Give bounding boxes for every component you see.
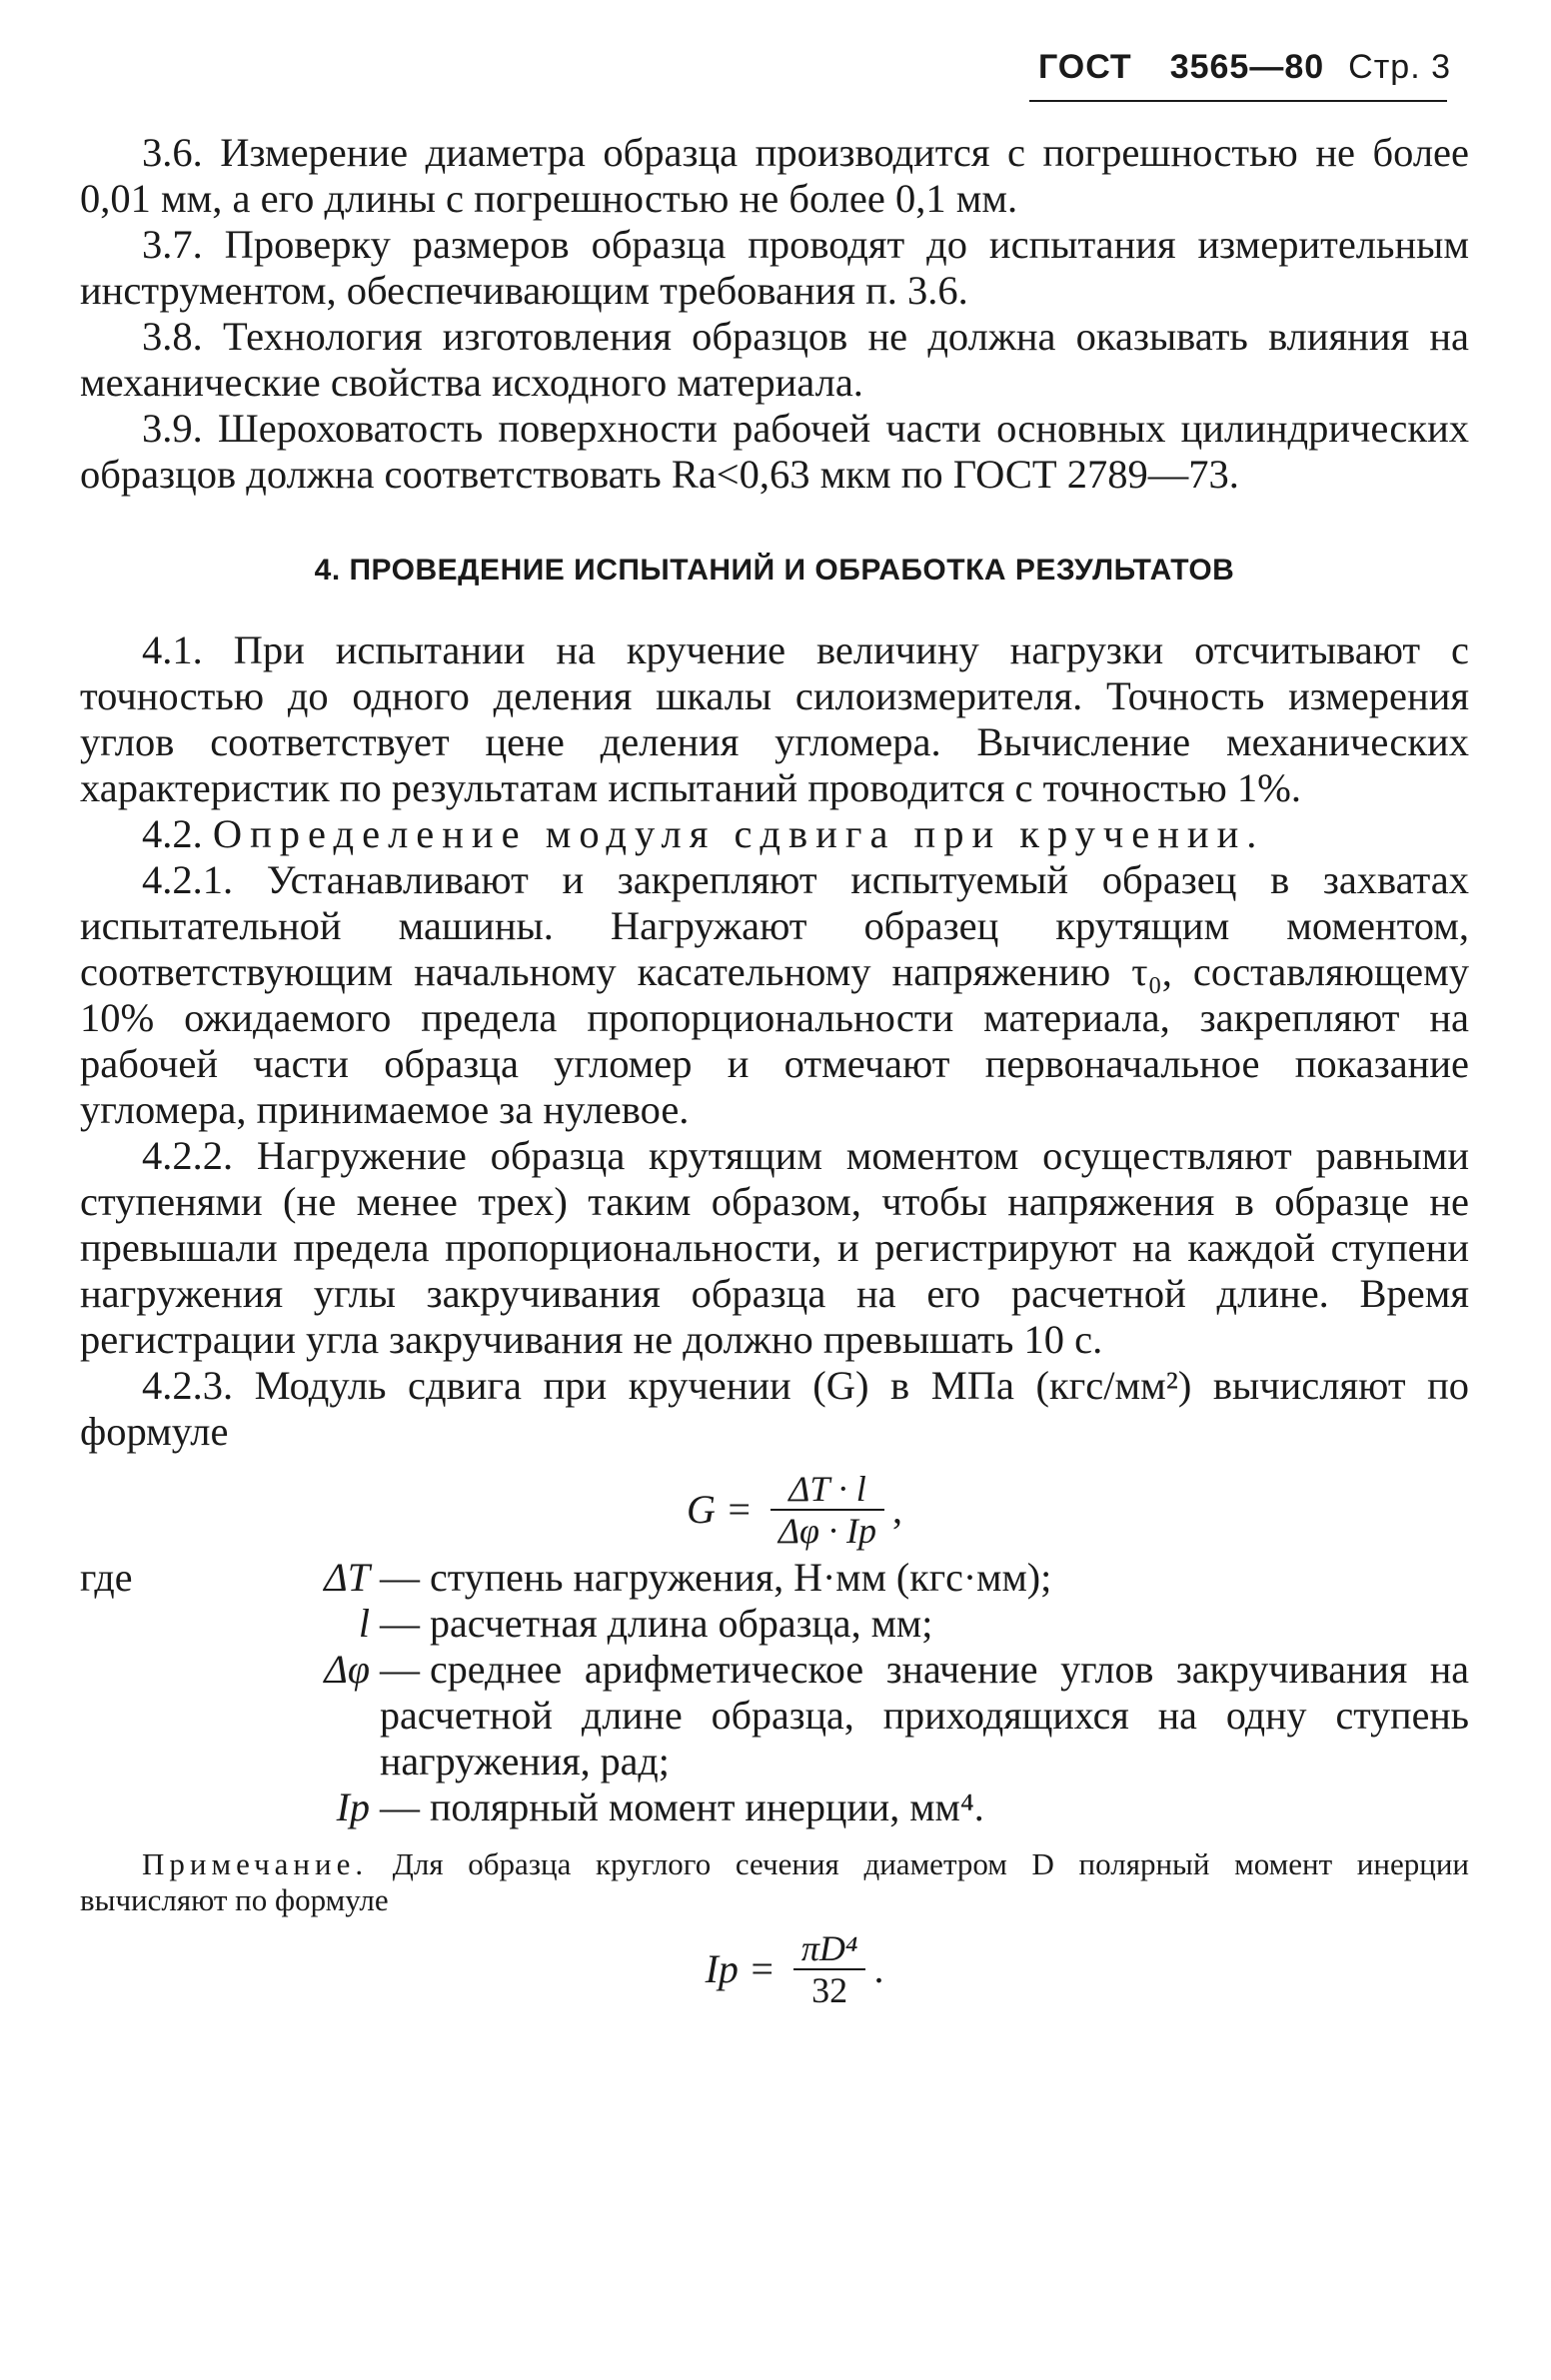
formula-lhs: Iр =: [705, 1946, 776, 1991]
document-body: [80, 130, 1469, 2010]
paragraph-3-9: 3.9. Шероховатость поверхности рабочей части основных цилиндрических образцов должна соответствовать Ra<0,63 мкм по ГОСТ 2789—73.: [80, 406, 1469, 497]
polar-moment-formula: [120, 1928, 1469, 2010]
paragraph-4-2-1: 4.2.1. Устанавливают и закрепляют испытуемый образец в захватах испытательной машины. Нагружают образец крутящим моментом, соответствующим начальному касательному напряжению τ₀, составляющему 10% ожидаемого предела пропорциональности материала, закрепляют на рабочей части образца угломер и отмечают первоначальное показание угломера, принимаемое за нулевое.: [80, 857, 1469, 1132]
legend-definition: — среднее арифметическое значение углов закручивания на расчетной длине образца, приходящихся на одну ступень нагружения, рад;: [380, 1647, 1469, 1784]
section-heading: 4. ПРОВЕДЕНИЕ ИСПЫТАНИЙ И ОБРАБОТКА РЕЗУЛЬТАТОВ: [314, 554, 1235, 587]
paragraph-3-7: 3.7. Проверку размеров образца проводят до испытания измерительным инструментом, обеспечивающим требования п. 3.6.: [80, 222, 1469, 313]
formula-fraction: [793, 1928, 866, 2010]
formula-denominator: 32: [811, 1970, 848, 2010]
formula-fraction: [771, 1469, 884, 1551]
legend-definition: — расчетная длина образца, мм;: [380, 1601, 933, 1646]
formula-tail: .: [873, 1946, 884, 1991]
header-page-number: Стр. 3: [1348, 48, 1451, 86]
legend-where: где: [80, 1555, 133, 1600]
header-standard: ГОСТ: [1037, 48, 1132, 86]
paragraph-4-2-title: Определение модуля сдвига при кручении.: [212, 811, 1265, 856]
header-standard-number: 3565—80: [1169, 48, 1325, 86]
formula-legend: [80, 1555, 1469, 1830]
note-label: Примечание.: [142, 1846, 369, 1881]
formula-numerator: πD⁴: [800, 1928, 858, 1968]
paragraph-3-8: 3.8. Технология изготовления образцов не должна оказывать влияния на механические свойства исходного материала.: [80, 314, 1469, 405]
legend-symbol: Δφ: [324, 1647, 370, 1692]
legend-symbol: l: [358, 1601, 370, 1646]
paragraph-4-1: 4.1. При испытании на кручение величину нагрузки отсчитывают с точностью до одного деления шкалы силоизмерителя. Точность измерения углов соответствует цене деления угломера. Вычисление механических характеристик по результатам испытаний проводится с точностью 1%.: [80, 627, 1469, 810]
formula-tail: ,: [891, 1487, 902, 1532]
paragraph-4-2: [80, 811, 1469, 857]
formula-numerator: ΔT · l: [788, 1469, 866, 1509]
legend-symbol: Iр: [336, 1785, 370, 1829]
legend-definition: — полярный момент инерции, мм⁴.: [380, 1785, 984, 1829]
paragraph-4-2-3: 4.2.3. Модуль сдвига при кручении (G) в МПа (кгс/мм²) вычисляют по формуле: [80, 1363, 1469, 1454]
paragraph-4-2-2: 4.2.2. Нагружение образца крутящим моментом осуществляют равными ступенями (не менее трех) таким образом, чтобы напряжения в образце не превышали предела пропорциональности, и регистрируют на каждой ступени нагружения углы закручивания образца на его расчетной длине. Время регистрации угла закручивания не должно превышать 10 с.: [80, 1133, 1469, 1362]
legend-definition: — ступень нагружения, Н·мм (кгс·мм);: [380, 1555, 1052, 1600]
formula-lhs: G =: [687, 1487, 753, 1532]
note-text: Для образца круглого сечения диаметром D полярный момент инерции вычисляют по формуле: [80, 1846, 1470, 1917]
paragraph-3-6: 3.6. Измерение диаметра образца производится с погрешностью не более 0,01 мм, а его длины с погрешностью не более 0,1 мм.: [80, 130, 1469, 221]
note-paragraph: [80, 1846, 1469, 1918]
header-rule: [1029, 100, 1447, 102]
running-header: [1038, 48, 1451, 87]
paragraph-4-2-number: 4.2.: [142, 811, 203, 856]
legend-symbol: ΔT: [324, 1555, 370, 1600]
shear-modulus-formula: [120, 1469, 1469, 1551]
formula-denominator: Δφ · Iр: [777, 1511, 876, 1551]
